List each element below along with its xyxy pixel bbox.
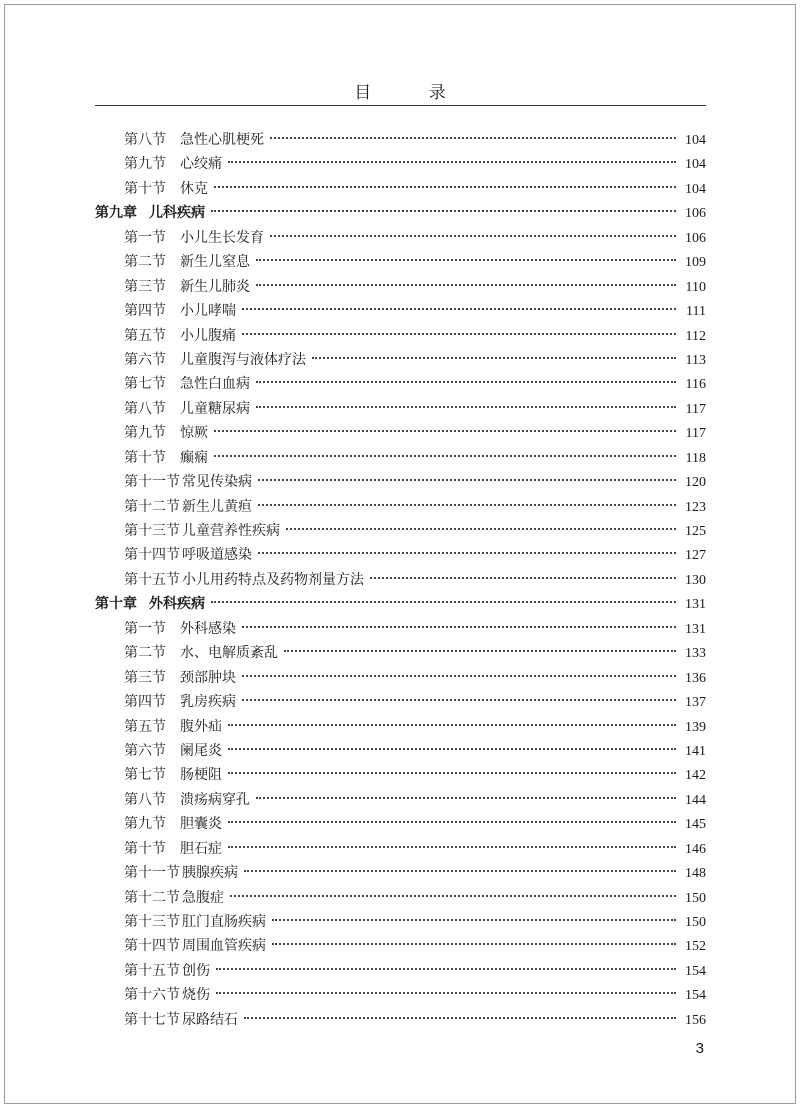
section-number: 第十六节 [124,987,180,1004]
toc-entry-label [95,201,205,225]
section-number: 第三节 [124,669,166,686]
dot-leader [272,943,676,945]
section-title: 急性心肌梗死 [180,132,264,148]
dot-leader [216,992,676,994]
section-title: 小儿用药特点及药物剂量方法 [182,571,364,588]
toc-section-entry[interactable] [95,543,706,567]
toc-entry-label [124,250,250,274]
section-title: 尿路结石 [182,1011,238,1028]
toc-entry-label [124,519,280,543]
dot-leader [256,406,676,408]
section-number: 第十四节 [124,938,180,955]
section-number: 第五节 [124,327,166,344]
toc-section-entry[interactable] [95,959,706,983]
toc-section-entry[interactable] [95,568,706,592]
toc-page-number: 106 [685,206,706,222]
toc-page-number: 152 [685,939,706,955]
toc-entry-label [124,421,208,445]
section-number: 第十节 [124,449,166,466]
toc-page-number: 106 [685,230,706,246]
toc-page-number: 104 [685,157,706,173]
section-title: 肠梗阻 [180,767,222,784]
toc-page-number: 154 [685,963,706,979]
section-title: 阑尾炎 [180,742,222,759]
section-number: 第十一节 [124,865,180,882]
section-title: 溃疡病穿孔 [180,791,250,808]
toc-page-number: 110 [685,279,706,295]
section-number: 第十三节 [124,914,180,930]
section-title: 胰腺疾病 [182,865,238,882]
dot-leader [244,870,676,872]
toc-chapter-entry[interactable] [95,592,706,616]
toc-section-entry[interactable] [95,739,706,763]
toc-page-number: 154 [685,988,706,1004]
dot-leader [258,479,676,481]
toc-page-number: 131 [685,621,706,637]
toc-entry-label [124,226,264,250]
dot-leader [242,333,676,335]
dot-leader [214,186,676,188]
toc-section-entry[interactable] [95,1008,706,1032]
toc-page-number: 133 [685,646,706,662]
toc-page-number: 109 [685,255,706,271]
toc-entry-label [124,861,238,885]
toc-section-entry[interactable] [95,788,706,812]
toc-entry-label [124,372,250,396]
toc-section-entry[interactable] [95,324,706,348]
section-title: 心绞痛 [180,156,222,173]
toc-entry-label [124,837,222,861]
chapter-title: 外科疾病 [149,596,205,613]
toc-section-entry[interactable] [95,983,706,1007]
chapter-title: 儿科疾病 [149,205,205,222]
dot-leader [242,675,676,677]
toc-page-number: 104 [685,133,706,148]
toc-page-number: 112 [685,328,706,344]
section-number: 第十一节 [124,474,180,491]
toc-entry-label [124,788,250,812]
section-number: 第五节 [124,718,166,735]
dot-leader [228,724,676,726]
section-title: 乳房疾病 [180,694,236,711]
toc-entry-label [124,983,210,1007]
toc-entry-label [124,128,264,152]
toc-section-entry[interactable] [95,421,706,445]
toc-entry-label [95,592,205,616]
dot-leader [211,601,676,603]
section-number: 第四节 [124,694,166,711]
section-title: 休克 [180,180,208,197]
section-number: 第十四节 [124,547,180,564]
toc-section-entry[interactable] [95,152,706,176]
section-number: 第六节 [124,351,166,368]
dot-leader [211,210,676,212]
section-number: 第八节 [124,791,166,808]
section-title: 水、电解质紊乱 [180,645,278,662]
section-title: 常见传染病 [182,474,252,491]
section-title: 颈部肿块 [180,669,236,686]
dot-leader [242,699,676,701]
toc-chapter-entry[interactable] [95,201,706,225]
toc-page-number: 137 [685,695,706,711]
toc-page-number: 116 [685,377,706,393]
dot-leader [242,626,676,628]
section-title: 创伤 [182,962,210,979]
toc-page-number: 156 [685,1012,706,1028]
section-title: 儿童腹泻与液体疗法 [180,351,306,368]
toc-entry-label [124,617,236,641]
toc-page-number: 136 [685,670,706,686]
toc-section-entry[interactable] [95,519,706,543]
toc-entry-label [124,959,210,983]
toc-page-number: 131 [685,597,706,613]
section-title: 儿童糖尿病 [180,400,250,417]
toc-entry-label [124,324,236,348]
toc-entry-label [124,910,266,934]
toc-entry-label [124,1008,238,1032]
toc-entry-label [124,934,266,958]
toc-entry-label [124,495,252,519]
page-header-title: 目 录 [354,83,472,103]
toc-page-number: 117 [685,426,706,442]
chapter-number: 第十章 [95,596,137,613]
section-number: 第一节 [124,229,166,246]
toc-section-entry[interactable] [95,348,706,372]
section-number: 第九节 [124,425,166,442]
toc-section-entry[interactable] [95,886,706,910]
section-title: 胆囊炎 [180,816,222,833]
toc-section-entry[interactable] [95,299,706,323]
section-number: 第一节 [124,620,166,637]
dot-leader [270,235,676,237]
header-rule [95,105,706,106]
section-title: 新生儿黄疸 [182,498,252,515]
toc-entry-label [124,715,222,739]
toc-page-number: 146 [685,841,706,857]
toc-entry-label [124,812,222,836]
dot-leader [258,504,676,506]
section-title: 癫痫 [180,449,208,466]
toc-page-number: 123 [685,499,706,515]
toc-entry-label [124,763,222,787]
dot-leader [228,821,676,823]
section-title: 新生儿窒息 [180,254,250,271]
section-number: 第十节 [124,840,166,857]
section-number: 第二节 [124,645,166,662]
section-number: 第九节 [124,816,166,833]
toc-section-entry[interactable] [95,861,706,885]
toc-page-number: 144 [685,792,706,808]
section-number: 第三节 [124,278,166,295]
section-title: 外科感染 [180,620,236,637]
section-title: 小儿生长发育 [180,229,264,246]
section-number: 第十五节 [124,571,180,588]
section-number: 第七节 [124,767,166,784]
toc-page-number: 113 [685,352,706,368]
dot-leader [272,919,676,921]
dot-leader [216,968,676,970]
section-number: 第十五节 [124,962,180,979]
section-number: 第十三节 [124,523,180,539]
toc-page-number: 111 [686,304,706,320]
toc-section-entry[interactable] [95,372,706,396]
dot-leader [242,308,676,310]
toc-section-entry[interactable] [95,397,706,421]
section-title: 呼吸道感染 [182,547,252,564]
toc-page-number: 104 [685,181,706,197]
toc-section-entry[interactable] [95,934,706,958]
toc-entry-label [124,397,250,421]
dot-leader [244,1017,676,1019]
toc-section-entry[interactable] [95,275,706,299]
section-title: 小儿哮喘 [180,303,236,320]
section-title: 腹外疝 [180,718,222,735]
toc-section-entry[interactable] [95,226,706,250]
page-number: 3 [695,1040,704,1057]
section-number: 第九节 [124,156,166,173]
toc-section-entry[interactable] [95,690,706,714]
toc-entry-label [124,470,252,494]
toc-section-entry[interactable] [95,128,706,152]
toc-section-entry[interactable] [95,470,706,494]
dot-leader [214,430,676,432]
toc-entry-label [124,641,278,665]
toc-entry-label [124,568,364,592]
section-number: 第十二节 [124,889,180,906]
toc-entry-label [124,177,208,201]
toc-page-number: 117 [685,401,706,417]
section-number: 第六节 [124,742,166,759]
section-title: 急性白血病 [180,376,250,393]
toc-page-number: 125 [685,524,706,539]
dot-leader [256,797,676,799]
dot-leader [256,381,676,383]
toc-entry-label [124,739,222,763]
toc-section-entry[interactable] [95,910,706,934]
dot-leader [228,772,676,774]
toc-page-number: 139 [685,719,706,735]
section-title: 烧伤 [182,987,210,1004]
dot-leader [256,259,676,261]
dot-leader [230,895,676,897]
dot-leader [258,552,676,554]
section-number: 第十二节 [124,498,180,515]
section-title: 肛门直肠疾病 [182,914,266,930]
toc-section-entry[interactable] [95,177,706,201]
toc-section-entry[interactable] [95,641,706,665]
table-of-contents [95,128,706,1032]
dot-leader [214,455,676,457]
toc-entry-label [124,666,236,690]
toc-page-number: 118 [685,450,706,466]
dot-leader [256,284,676,286]
section-number: 第七节 [124,376,166,393]
section-title: 惊厥 [180,425,208,442]
dot-leader [286,528,676,530]
toc-entry-label [124,275,250,299]
dot-leader [270,137,676,139]
dot-leader [228,846,676,848]
toc-section-entry[interactable] [95,837,706,861]
section-number: 第四节 [124,303,166,320]
dot-leader [284,650,676,652]
toc-page-number: 150 [685,890,706,906]
chapter-number: 第九章 [95,205,137,222]
dot-leader [228,748,676,750]
dot-leader [228,161,676,163]
toc-section-entry[interactable] [95,715,706,739]
toc-page-number: 145 [685,817,706,833]
toc-section-entry[interactable] [95,495,706,519]
section-title: 急腹症 [182,889,224,906]
toc-section-entry[interactable] [95,617,706,641]
section-number: 第十节 [124,180,166,197]
toc-page-number: 148 [685,866,706,882]
section-title: 周围血管疾病 [182,938,266,955]
section-number: 第十七节 [124,1011,180,1028]
toc-page-number: 142 [685,768,706,784]
toc-entry-label [124,152,222,176]
toc-section-entry[interactable] [95,446,706,470]
toc-entry-label [124,690,236,714]
toc-section-entry[interactable] [95,250,706,274]
section-title: 新生儿肺炎 [180,278,250,295]
toc-section-entry[interactable] [95,763,706,787]
toc-page-number: 150 [685,915,706,930]
dot-leader [370,577,676,579]
toc-page-number: 120 [685,475,706,491]
toc-entry-label [124,446,208,470]
toc-entry-label [124,543,252,567]
toc-section-entry[interactable] [95,666,706,690]
toc-entry-label [124,886,224,910]
toc-page-number: 127 [685,548,706,564]
toc-section-entry[interactable] [95,812,706,836]
toc-entry-label [124,299,236,323]
section-number: 第八节 [124,400,166,417]
dot-leader [312,357,676,359]
section-title: 小儿腹痛 [180,327,236,344]
section-number: 第二节 [124,254,166,271]
toc-page-number: 130 [685,572,706,588]
section-number: 第八节 [124,132,166,148]
section-title: 儿童营养性疾病 [182,523,280,539]
toc-page-number: 141 [685,743,706,759]
section-title: 胆石症 [180,840,222,857]
toc-entry-label [124,348,306,372]
